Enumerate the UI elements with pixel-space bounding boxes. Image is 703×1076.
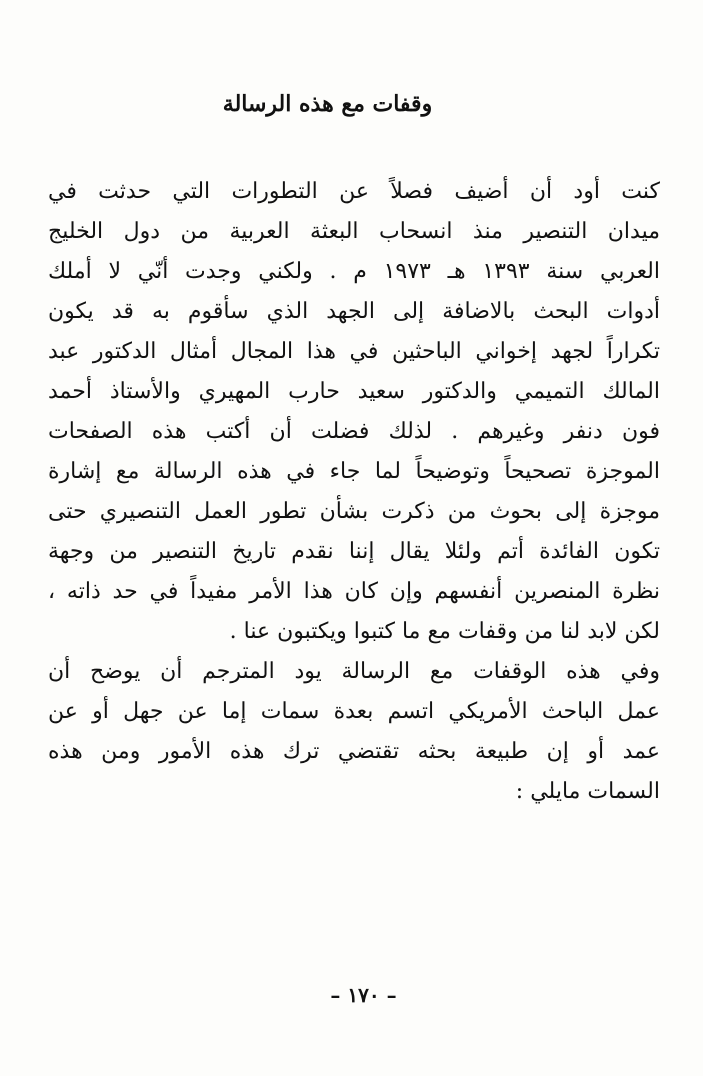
- text-line: الموجزة تصحيحاً وتوضيحاً لما جاء في هذه الرسالة مع إشارة: [48, 459, 660, 484]
- text-line: عمد أو إن طبيعة بحثه تقتضي ترك هذه الأمور ومن هذه: [48, 739, 660, 764]
- text-line: تكراراً لجهد إخواني الباحثين في هذا المجال أمثال الدكتور عبد: [48, 339, 660, 364]
- text-line: المالك التميمي والدكتور سعيد حارب المهيري والأستاذ أحمد: [48, 379, 660, 404]
- page-title: وقفات مع هذه الرسالة: [222, 91, 433, 117]
- text-line: السمات مايلي :: [515, 779, 660, 804]
- text-line: عمل الباحث الأمريكي اتسم بعدة سمات إما عن جهل أو عن: [48, 699, 660, 724]
- text-line: نظرة المنصرين أنفسهم وإن كان هذا الأمر مفيداً في حد ذاته ،: [48, 579, 660, 604]
- text-line: موجزة إلى بحوث من ذكرت بشأن تطور العمل التنصيري حتى: [48, 499, 660, 524]
- text-line: وفي هذه الوقفات مع الرسالة يود المترجم أن يوضح أن: [48, 659, 660, 684]
- text-line: كنت أود أن أضيف فصلاً عن التطورات التي حدثت في: [48, 179, 660, 204]
- body-text: [48, 172, 660, 812]
- text-line: ميدان التنصير منذ انسحاب البعثة العربية من دول الخليج: [48, 219, 660, 244]
- text-line: لكن لابد لنا من وقفات مع ما كتبوا ويكتبون عنا .: [229, 619, 660, 644]
- text-line: العربي سنة ١٣٩٣ هـ ١٩٧٣ م . ولكني وجدت أنّي لا أملك: [48, 259, 660, 284]
- text-line: فون دنفر وغيرهم . لذلك فضلت أن أكتب هذه الصفحات: [48, 419, 660, 444]
- text-line: تكون الفائدة أتم ولئلا يقال إننا نقدم تاريخ التنصير من وجهة: [48, 539, 660, 564]
- page-number: – ١٧٠ –: [330, 983, 397, 1007]
- text-line: أدوات البحث بالاضافة إلى الجهد الذي سأقوم به قد يكون: [48, 299, 660, 324]
